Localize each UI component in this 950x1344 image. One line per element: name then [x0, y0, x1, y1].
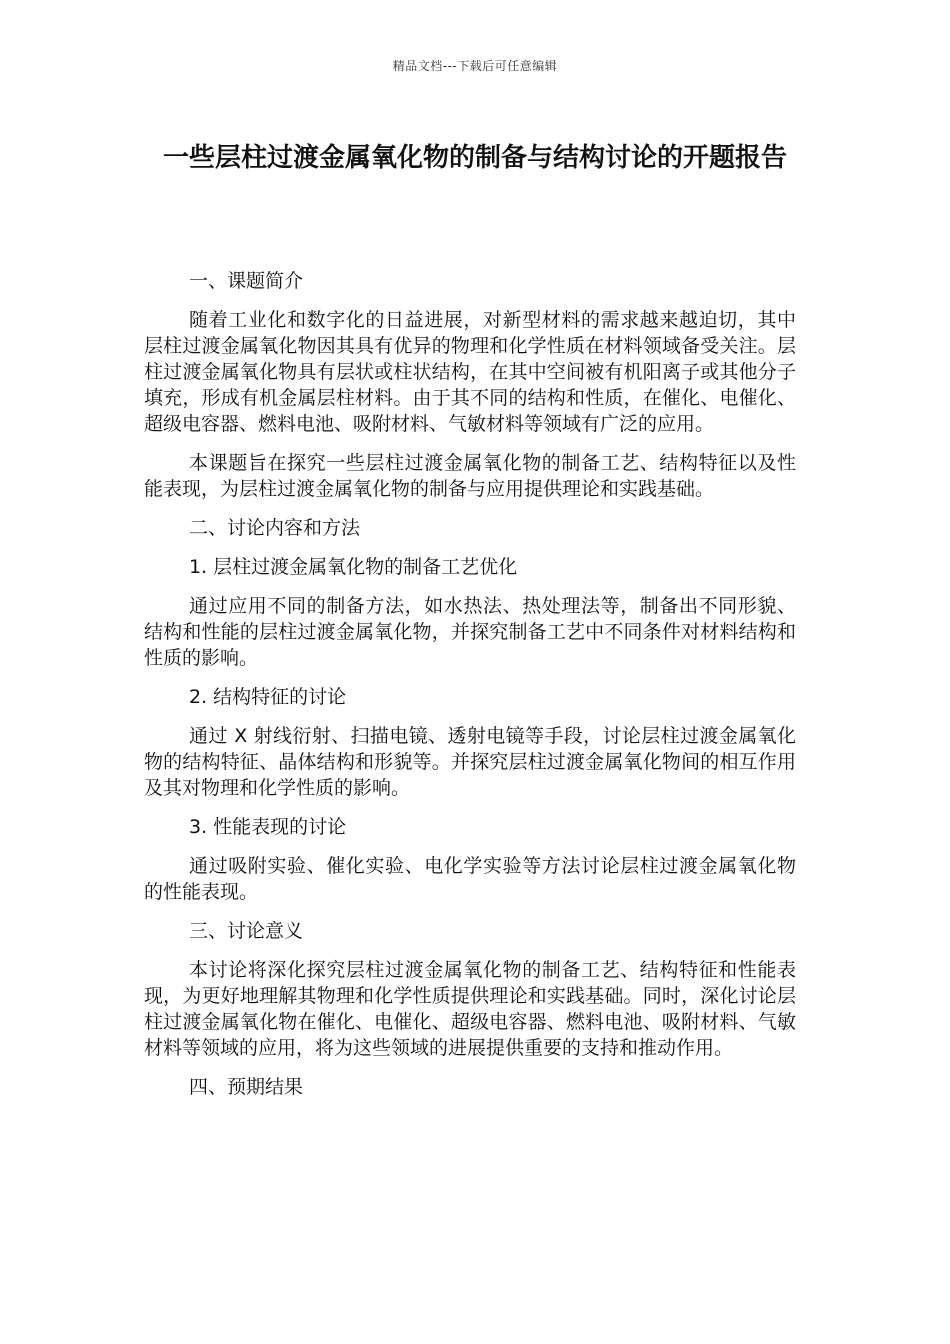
paragraph-significance: 本讨论将深化探究层柱过渡金属氧化物的制备工艺、结构特征和性能表现，为更好地理解其物理和化学性质提供理论和实践基础。同时，深化讨论层柱过渡金属氧化物在催化、电催化、超级电容器、燃料电池、吸附材料、气敏材料等领域的应用，将为这些领域的进展提供重要的支持和推动作用。: [144, 959, 796, 1059]
section-heading-expected-results: 四、预期结果: [189, 1076, 304, 1098]
subheading-structure: 2. 结构特征的讨论: [189, 686, 347, 708]
paragraph-intro-1: 随着工业化和数字化的日益进展，对新型材料的需求越来越迫切，其中层柱过渡金属氧化物因其具有优异的物理和化学性质在材料领域备受关注。层柱过渡金属氧化物具有层状或柱状结构，在其中空间被有机阳离子或其他分子填充，形成有机金属层柱材料。由于其不同的结构和性质，在催化、电催化、超级电容器、燃料电池、吸附材料、气敏材料等领域有广泛的应用。: [144, 309, 796, 435]
subheading-performance: 3. 性能表现的讨论: [189, 816, 347, 838]
section-heading-significance: 三、讨论意义: [189, 920, 304, 942]
document-body: [144, 268, 796, 1100]
document-title: 一些层柱过渡金属氧化物的制备与结构讨论的开题报告: [162, 143, 787, 173]
paragraph-structure: 通过 X 射线衍射、扫描电镜、透射电镜等手段，讨论层柱过渡金属氧化物的结构特征、晶体结构和形貌等。并探究层柱过渡金属氧化物间的相互作用及其对物理和化学性质的影响。: [144, 725, 796, 799]
header-note: 精品文档---下载后可任意编辑: [392, 59, 558, 73]
paragraph-intro-2: 本课题旨在探究一些层柱过渡金属氧化物的制备工艺、结构特征以及性能表现，为层柱过渡金属氧化物的制备与应用提供理论和实践基础。: [144, 452, 796, 500]
paragraph-performance: 通过吸附实验、催化实验、电化学实验等方法讨论层柱过渡金属氧化物的性能表现。: [144, 855, 796, 903]
section-heading-intro: 一、课题简介: [189, 270, 304, 292]
paragraph-preparation: 通过应用不同的制备方法，如水热法、热处理法等，制备出不同形貌、结构和性能的层柱过渡金属氧化物，并探究制备工艺中不同条件对材料结构和性质的影响。: [144, 595, 796, 669]
subheading-preparation: 1. 层柱过渡金属氧化物的制备工艺优化: [189, 556, 518, 578]
section-heading-methods: 二、讨论内容和方法: [189, 517, 361, 539]
